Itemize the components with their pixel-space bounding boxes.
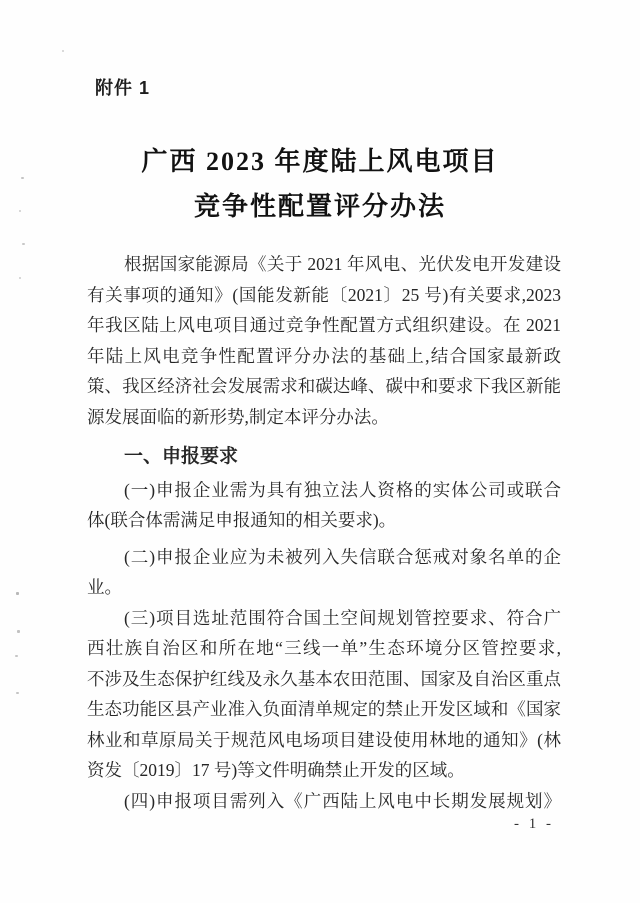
section-heading <box>87 442 561 473</box>
paragraph <box>87 542 561 603</box>
paragraph <box>87 249 561 432</box>
page-number: - 1 - <box>514 816 554 832</box>
document-body <box>87 249 561 816</box>
text-line: (二)申报企业应为未被列入失信联合惩戒对象名单的企 <box>124 546 561 567</box>
text-line: 根据国家能源局《关于 2021 年风电、光伏发电开发建设 <box>124 254 561 274</box>
text-line: 资发〔2019〕17 号)等文件明确禁止开发的区域。 <box>87 760 465 780</box>
text-line: 不涉及生态保护红线及永久基本农田范围、国家及自治区重点 <box>87 668 561 689</box>
title-line-2: 竞争性配置评分办法 <box>193 192 446 221</box>
text-line: 年我区陆上风电项目通过竞争性配置方式组织建设。在 2021 <box>87 315 561 335</box>
text-line: 策、我区经济社会发展需求和碳达峰、碳中和要求下我区新能 <box>87 376 561 396</box>
title-line-1: 广西 2023 年度陆上风电项目 <box>141 147 499 176</box>
paragraph <box>87 475 561 536</box>
scan-speck <box>17 630 20 633</box>
text-line: 生态功能区县产业准入负面清单规定的禁止开发区域和《国家 <box>87 699 561 719</box>
scan-speck <box>19 210 21 212</box>
scan-speck <box>15 655 18 657</box>
attachment-label: 附件 1 <box>95 78 151 98</box>
scan-speck <box>21 177 24 179</box>
text-line: 一、申报要求 <box>124 446 239 467</box>
text-line: 西壮族自治区和所在地“三线一单”生态环境分区管控要求, <box>87 638 561 658</box>
scan-speck <box>22 243 25 245</box>
text-line: 年陆上风电竞争性配置评分办法的基础上,结合国家最新政 <box>87 345 561 366</box>
scan-speck <box>19 277 21 279</box>
text-line: 有关事项的通知》(国能发新能〔2021〕25 号)有关要求,2023 <box>87 284 561 305</box>
paragraph <box>87 786 561 817</box>
text-line: (三)项目选址范围符合国土空间规划管控要求、符合广 <box>124 607 561 628</box>
text-line: (四)申报项目需列入《广西陆上风电中长期发展规划》 <box>124 790 561 811</box>
text-line: 业。 <box>87 577 122 597</box>
scan-speck <box>16 592 19 595</box>
document-title <box>0 139 640 229</box>
text-line: 源发展面临的新形势,制定本评分办法。 <box>87 406 389 427</box>
text-line: (一)申报企业需为具有独立法人资格的实体公司或联合 <box>124 479 561 500</box>
paragraph <box>87 603 561 786</box>
text-line: 体(联合体需满足申报通知的相关要求)。 <box>87 510 397 530</box>
text-line: 林业和草原局关于规范风电场项目建设使用林地的通知》(林 <box>87 729 561 750</box>
scan-speck <box>62 50 64 52</box>
scan-speck <box>16 692 19 694</box>
